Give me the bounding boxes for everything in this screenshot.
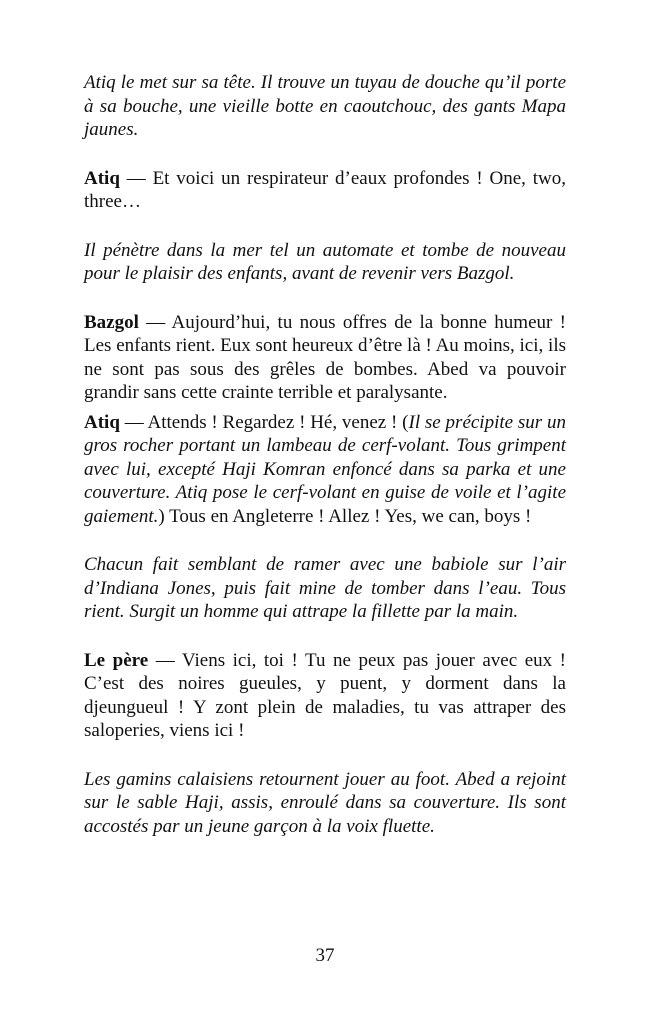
stage-direction-text: Il pénètre dans la mer tel un automate et tombe de nouveau pour le plaisir des enfants, avant de revenir vers Bazgol. (84, 239, 566, 284)
dialogue-text: — Attends ! Regardez ! Hé, venez ! ( (119, 411, 409, 433)
dialogue-text-continued: ) Tous en Angleterre ! Allez ! Yes, we can, boys ! (158, 505, 532, 527)
speaker-name: Bazgol (84, 311, 139, 333)
stage-direction-text: Chacun fait semblant de ramer avec une babiole sur l’air d’Indiana Jones, puis fait mine de tomber dans l’eau. Tous rient. Surgit un homme qui attrape la fillette par la main. (84, 554, 566, 622)
speaker-name: Le père (84, 649, 149, 671)
page-number: 37 (315, 945, 335, 966)
dialogue-text: — Et voici un respirateur d’eaux profondes ! One, two, three… (84, 167, 566, 212)
stage-direction-text: Atiq le met sur sa tête. Il trouve un tuyau de douche qu’il porte à sa bouche, une vieille botte en caoutchouc, des gants Mapa jaunes. (84, 72, 566, 140)
dialogue-line (84, 411, 566, 529)
dialogue-line (84, 167, 566, 214)
stage-direction (84, 553, 566, 624)
dialogue-line (84, 649, 566, 743)
dialogue-text: — Viens ici, toi ! Tu ne peux pas jouer avec eux ! C’est des noires gueules, y puent, y dorment dans la djeungueul ! Y zont plein de maladies, tu vas attraper des saloperies, viens ici ! (84, 649, 566, 741)
stage-direction (84, 71, 566, 142)
stage-direction-text: Les gamins calaisiens retournent jouer au foot. Abed a rejoint sur le sable Haji, assis, enroulé dans sa couverture. Ils sont accostés par un jeune garçon à la voix fluette. (84, 768, 566, 837)
stage-direction (84, 239, 566, 286)
dialogue-line (84, 311, 566, 405)
stage-direction (84, 768, 566, 839)
dialogue-text: — Aujourd’hui, tu nous offres de la bonne humeur ! Les enfants rient. Eux sont heureux d’être là ! Au moins, ici, ils ne sont pas sous des grêles de bombes. Abed va pouvoir grandir sans cette crainte terrible et paralysante. (84, 311, 566, 403)
speaker-name: Atiq (84, 167, 120, 189)
page-body (84, 71, 566, 838)
inline-stage-direction: Il se précipite sur un gros rocher portant un lambeau de cerf-volant. Tous grimpent avec lui, excepté Haji Komran enfoncé dans sa parka et une couverture. Atiq pose le cerf-volant en guise de voile et l’agite gaiement. (84, 411, 566, 527)
speaker-name: Atiq (84, 411, 120, 433)
